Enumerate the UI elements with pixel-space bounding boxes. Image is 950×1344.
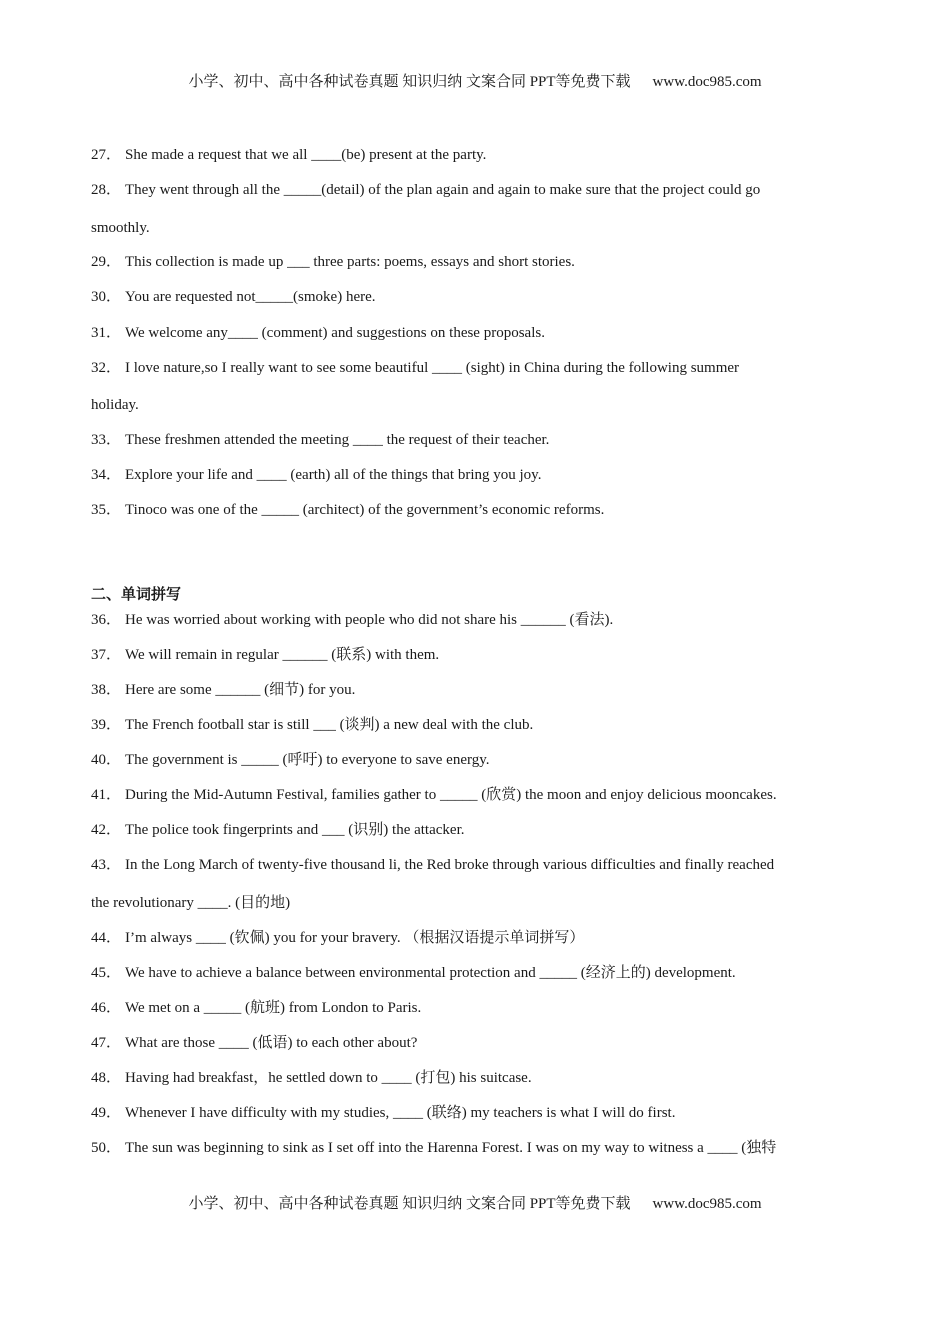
question-number: 37． <box>91 647 122 663</box>
question-number: 40． <box>91 752 122 768</box>
question-text: You are requested not_____(smoke) here. <box>125 289 376 305</box>
question-number: 42． <box>91 822 122 838</box>
question-number: 45． <box>91 965 122 981</box>
footer-site-link[interactable]: www.doc985.com <box>652 1196 762 1212</box>
question-text: The police took fingerprints and ___ (识别) the attacker. <box>125 822 465 838</box>
question-text: These freshmen attended the meeting ____ the request of their teacher. <box>125 432 550 448</box>
question-text: The French football star is still ___ (谈判) a new deal with the club. <box>125 717 534 733</box>
question-37 <box>91 646 439 664</box>
question-35 <box>91 501 604 519</box>
question-number: 46． <box>91 1000 122 1016</box>
question-text: During the Mid-Autumn Festival, families gather to _____ (欣赏) the moon and enjoy delicious mooncakes. <box>125 787 777 803</box>
question-text: What are those ____ (低语) to each other about? <box>125 1035 418 1051</box>
question-36 <box>91 611 613 629</box>
question-number: 43． <box>91 857 122 873</box>
question-45 <box>91 964 736 982</box>
question-42 <box>91 821 465 839</box>
question-number: 49． <box>91 1105 122 1121</box>
question-40 <box>91 751 490 769</box>
section-title: 二、单词拼写 <box>91 587 182 603</box>
question-49 <box>91 1104 675 1122</box>
question-number: 30． <box>91 289 122 305</box>
question-text: Whenever I have difficulty with my studies, ____ (联络) my teachers is what I will do first. <box>125 1105 676 1121</box>
question-number: 28． <box>91 182 122 198</box>
question-text: He was worried about working with people who did not share his ______ (看法). <box>125 612 614 628</box>
question-number: 34． <box>91 467 122 483</box>
header-text: 小学、初中、高中各种试卷真题 知识归纳 文案合同 PPT等免费下载 <box>188 74 631 90</box>
question-text: We will remain in regular ______ (联系) with them. <box>125 647 440 663</box>
question-text: We met on a _____ (航班) from London to Paris. <box>125 1000 422 1016</box>
question-number: 38． <box>91 682 122 698</box>
question-number: 35． <box>91 502 122 518</box>
question-33 <box>91 431 549 449</box>
question-number: 29． <box>91 254 122 270</box>
question-46 <box>91 999 421 1017</box>
question-34 <box>91 466 541 484</box>
question-text: She made a request that we all ____(be) present at the party. <box>125 147 487 163</box>
page-header <box>0 70 950 91</box>
question-number: 47． <box>91 1035 122 1051</box>
question-30 <box>91 288 376 306</box>
question-28-continuation: smoothly. <box>91 220 150 236</box>
question-43-continuation: the revolutionary ____. (目的地) <box>91 895 291 911</box>
question-text: This collection is made up ___ three parts: poems, essays and short stories. <box>125 254 575 270</box>
question-number: 41． <box>91 787 122 803</box>
question-text: The government is _____ (呼吁) to everyone to save energy. <box>125 752 490 768</box>
question-text: Here are some ______ (细节) for you. <box>125 682 356 698</box>
page-footer <box>0 1192 950 1213</box>
footer-text: 小学、初中、高中各种试卷真题 知识归纳 文案合同 PPT等免费下载 <box>188 1196 631 1212</box>
question-number: 36． <box>91 612 122 628</box>
question-text: We welcome any____ (comment) and suggestions on these proposals. <box>125 325 545 341</box>
question-29 <box>91 253 575 271</box>
question-number: 39． <box>91 717 122 733</box>
question-38 <box>91 681 355 699</box>
question-text: Explore your life and ____ (earth) all of the things that bring you joy. <box>125 467 542 483</box>
question-27 <box>91 146 486 164</box>
question-47 <box>91 1034 417 1052</box>
question-43 <box>91 856 774 874</box>
question-text: Tinoco was one of the _____ (architect) of the government’s economic reforms. <box>125 502 605 518</box>
question-31 <box>91 324 545 342</box>
question-text: We have to achieve a balance between environmental protection and _____ (经济上的) development. <box>125 965 736 981</box>
question-text: They went through all the _____(detail) of the plan again and again to make sure that the project could go <box>125 182 761 198</box>
question-number: 48． <box>91 1070 122 1086</box>
question-48 <box>91 1069 532 1087</box>
question-50 <box>91 1139 776 1157</box>
question-text: The sun was beginning to sink as I set off into the Harenna Forest. I was on my way to witness a ____ (独特 <box>125 1140 777 1156</box>
question-number: 32． <box>91 360 122 376</box>
question-text: I’m always ____ (钦佩) you for your bravery. （根据汉语提示单词拼写） <box>125 930 585 946</box>
question-44 <box>91 929 584 947</box>
question-28 <box>91 181 760 199</box>
question-number: 27． <box>91 147 122 163</box>
question-text: Having had breakfast，he settled down to ____ (打包) his suitcase. <box>125 1070 532 1086</box>
question-text: In the Long March of twenty-five thousand li, the Red broke through various difficulties and finally reached <box>125 857 775 873</box>
header-site-link[interactable]: www.doc985.com <box>652 74 762 90</box>
question-32 <box>91 359 739 377</box>
question-number: 31． <box>91 325 122 341</box>
question-number: 44． <box>91 930 122 946</box>
question-41 <box>91 786 777 804</box>
question-39 <box>91 716 533 734</box>
question-32-continuation: holiday. <box>91 397 139 413</box>
question-number: 50． <box>91 1140 122 1156</box>
question-number: 33． <box>91 432 122 448</box>
question-text: I love nature,so I really want to see some beautiful ____ (sight) in China during the following summer <box>125 360 740 376</box>
